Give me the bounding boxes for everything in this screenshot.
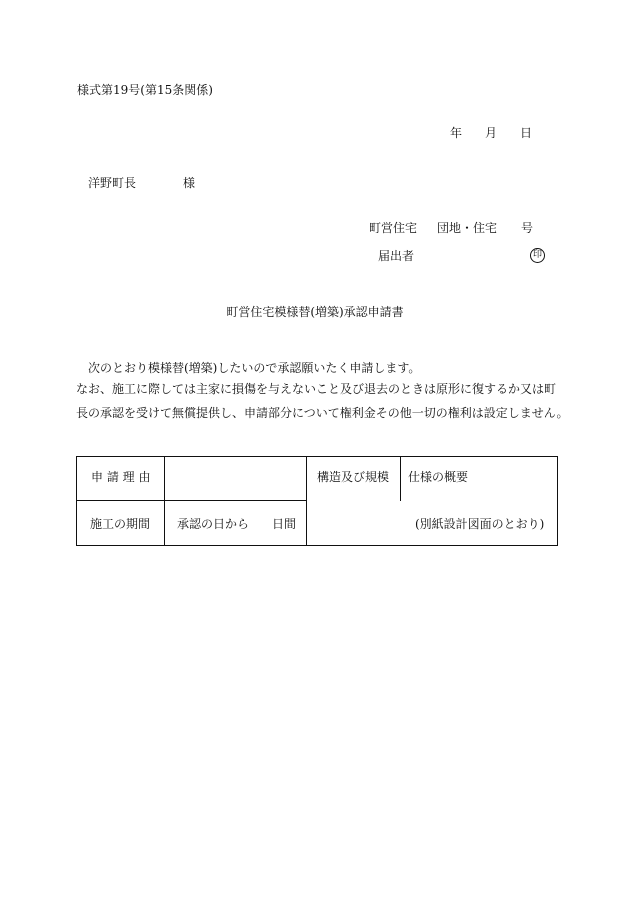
form-number: 様式第19号(第15条関係) <box>77 83 213 97</box>
body-paragraph-1: 次のとおり模様替(増築)したいので承認願いたく申請します。 <box>88 361 421 375</box>
table-divider-col1 <box>164 456 165 546</box>
date-month: 月 <box>485 126 498 140</box>
housing-label: 町営住宅 <box>369 221 418 235</box>
table-border-top <box>76 456 558 457</box>
addressee-honorific: 様 <box>183 176 196 190</box>
table-border-bottom <box>76 545 558 546</box>
applicant-label: 届出者 <box>378 249 415 263</box>
table-divider-col2 <box>306 456 307 546</box>
reason-label: 申 請 理 由 <box>91 470 151 484</box>
table-border-right <box>557 456 558 546</box>
table-divider-col3 <box>400 456 401 501</box>
table-border-left <box>76 456 77 546</box>
document-title: 町営住宅模様替(増築)承認申請書 <box>226 305 404 319</box>
spec-note: (別紙設計図面のとおり) <box>415 517 545 531</box>
period-days: 日間 <box>272 517 297 531</box>
period-label: 施工の期間 <box>90 517 151 531</box>
date-day: 日 <box>520 126 533 140</box>
body-paragraph-2: なお、施工に際しては主家に損傷を与えないこと及び退去のときは原形に復するか又は町 <box>76 382 557 396</box>
period-from: 承認の日から <box>177 517 250 531</box>
spec-label: 仕様の概要 <box>408 470 469 484</box>
structure-label: 構造及び規模 <box>317 470 390 484</box>
date-year: 年 <box>450 126 463 140</box>
room-number-label: 号 <box>521 221 534 235</box>
body-paragraph-3: 長の承認を受けて無償提供し、申請部分について権利金その他一切の権利は設定しません。 <box>76 406 569 420</box>
table-divider-row <box>76 500 307 501</box>
addressee-name: 洋野町長 <box>88 176 137 190</box>
danchi-label: 団地・住宅 <box>437 221 498 235</box>
seal-icon: 印 <box>530 248 545 263</box>
